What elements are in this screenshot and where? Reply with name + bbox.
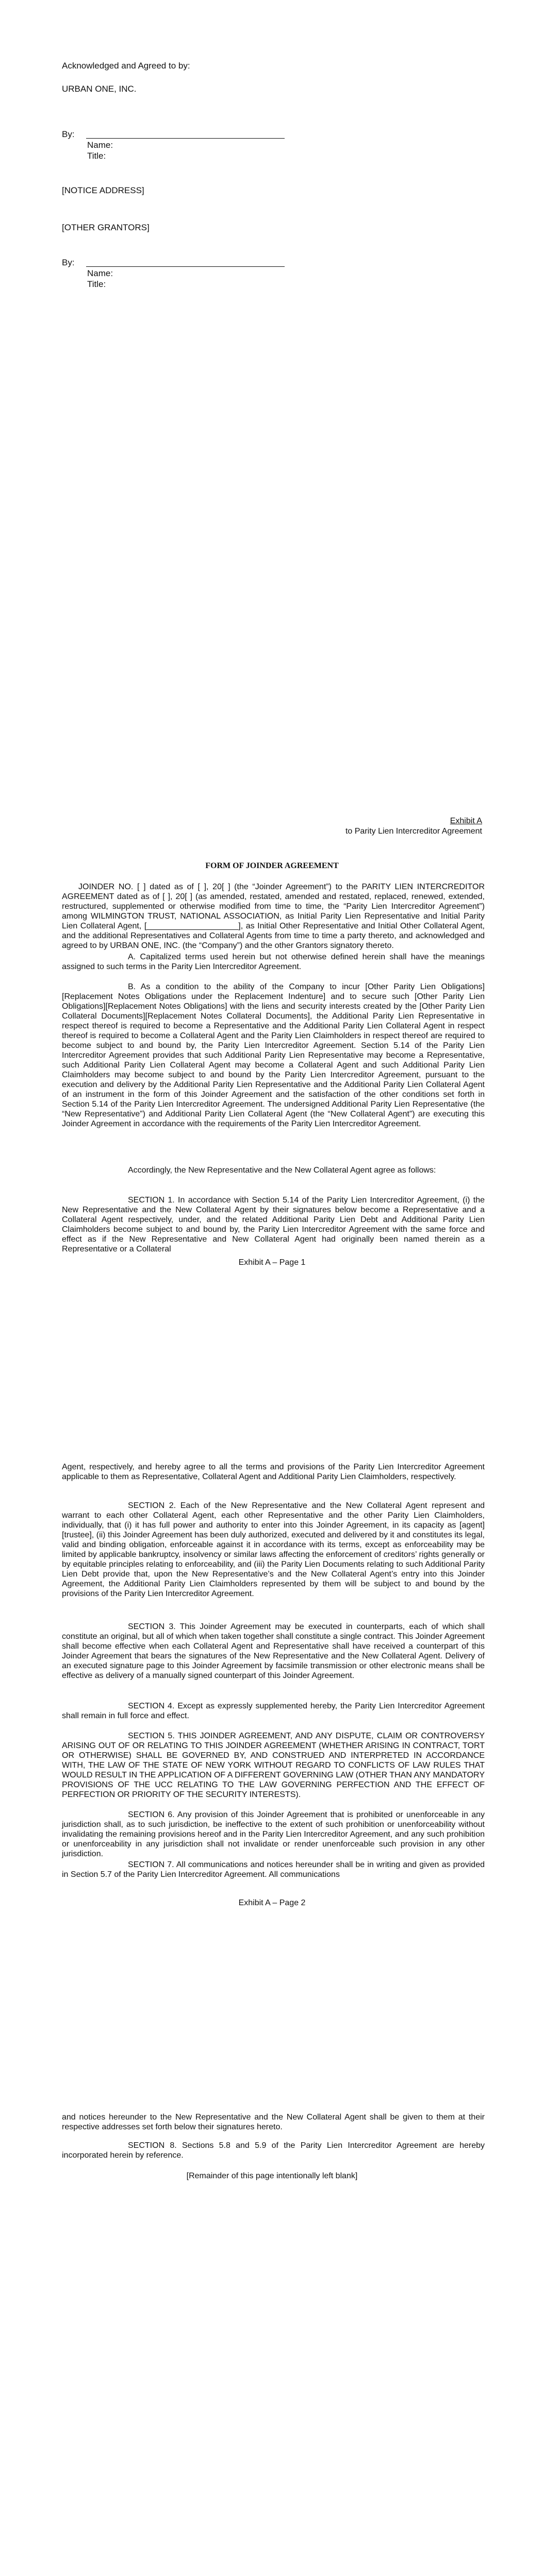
section-4: SECTION 4. Except as expressly supplemented hereby, the Parity Lien Intercreditor Agreement shall remain in full force and effect. bbox=[62, 1702, 485, 1720]
section-6: SECTION 6. Any provision of this Joinder Agreement that is prohibited or unenforceable in any jurisdiction shall, as to such jurisdiction, be ineffective to the extent of such prohibition or unenforceability without invalidating the remaining provisions hereof and in the Parity Lien Intercreditor Agreement, and any such prohibition or unenforceability in any jurisdiction shall not invalidate or render unenforceable such provision in any other jurisdiction. bbox=[62, 1810, 485, 1858]
exhibit-label: Exhibit A bbox=[450, 817, 482, 825]
signature-by-label-2: By: bbox=[62, 258, 75, 267]
exhibit-subtitle: to Parity Lien Intercreditor Agreement bbox=[345, 827, 482, 836]
signature-title-label-2: Title: bbox=[87, 279, 106, 289]
notice-address: [NOTICE ADDRESS] bbox=[62, 185, 144, 195]
signature-line-2 bbox=[86, 266, 285, 267]
signature-line-1 bbox=[86, 138, 285, 139]
page-footer-2: Exhibit A – Page 2 bbox=[238, 1899, 306, 1907]
page-footer-1: Exhibit A – Page 1 bbox=[238, 1258, 306, 1267]
section-8: SECTION 8. Sections 5.8 and 5.9 of the Parity Lien Intercreditor Agreement are hereby incorporated herein by reference. bbox=[62, 2141, 485, 2160]
signature-name-label-1: Name: bbox=[87, 140, 113, 150]
section-3: SECTION 3. This Joinder Agreement may be executed in counterparts, each of which shall constitute an original, but all of which when taken together shall constitute a single contract. This Joinder Agreement shall become effective when each Collateral Agent and Representative shall have received a counterpart of this Joinder Agreement that bears the signatures of the New Representative and the New Collateral Agent. Delivery of an executed signature page to this Joinder Agreement by facsimile transmission or other electronic means shall be effective as delivery of a manually signed counterpart of this Joinder Agreement. bbox=[62, 1622, 485, 1680]
section-5: SECTION 5. THIS JOINDER AGREEMENT, AND ANY DISPUTE, CLAIM OR CONTROVERSY ARISING OUT OF OR RELATING TO THIS JOINDER AGREEMENT (WHETHER ARISING IN CONTRACT, TORT OR OTHERWISE) SHALL BE GOVERNED BY, AND CONSTRUED AND INTERPRETED IN ACCORDANCE WITH, THE LAW OF THE STATE OF NEW YORK WITHOUT REGARD TO CONFLICTS OF LAW RULES THAT WOULD RESULT IN THE APPLICATION OF A DIFFERENT GOVERNING LAW (OTHER THAN ANY MANDATORY PROVISIONS OF THE UCC RELATING TO THE LAW GOVERNING PERFECTION AND THE EFFECT OF PERFECTION OR PRIORITY OF THE SECURITY INTERESTS). bbox=[62, 1732, 485, 1799]
section-1-continued: Agent, respectively, and hereby agree to all the terms and provisions of the Parity Lien Intercreditor Agreement applicable to them as Representative, Collateral Agent and Additional Parity Lien Claimholders, respectively. bbox=[62, 1463, 485, 1481]
other-grantors: [OTHER GRANTORS] bbox=[62, 223, 150, 232]
accordingly-paragraph: Accordingly, the New Representative and the New Collateral Agent agree as follows: bbox=[128, 1166, 436, 1175]
signature-name-label-2: Name: bbox=[87, 268, 113, 278]
recital-b: B. As a condition to the ability of the Company to incur [Other Parity Lien Obligations][Replacement Notes Obligations under the Replacement Indenture] and to secure such [Other Parity Lien Obligations][Replacement Notes Obligations] with the liens and security interests created by the [Other Parity Lien Collateral Documents][Replacement Notes Collateral Documents], the Additional Parity Lien Representative in respect thereof is required to become a Representative and the Additional Parity Lien Collateral Agent in respect thereof is required to become a Collateral Agent and the Parity Lien Claimholders in respect thereof are required to become subject to and bound by, the Parity Lien Intercreditor Agreement. Section 5.14 of the Parity Lien Intercreditor Agreement provides that such Additional Parity Lien Representative may become a Representative, such Additional Parity Lien Collateral Agent may become a Collateral Agent and such Additional Parity Lien Claimholders may become subject to and bound by the Parity Lien Intercreditor Agreement, pursuant to the execution and delivery by the Additional Parity Lien Representative and the Additional Parity Lien Collateral Agent of an instrument in the form of this Joinder Agreement and the satisfaction of the other conditions set forth in Section 5.14 of the Parity Lien Intercreditor Agreement. The undersigned Additional Parity Lien Representative (the “New Representative”) and Additional Parity Lien Collateral Agent (the “New Collateral Agent”) are executing this Joinder Agreement in accordance with the requirements of the Parity Lien Intercreditor Agreement. bbox=[62, 982, 485, 1128]
section-7: SECTION 7. All communications and notices hereunder shall be in writing and given as provided in Section 5.7 of the Parity Lien Intercreditor Agreement. All communications bbox=[62, 1860, 485, 1879]
section-2: SECTION 2. Each of the New Representative and the New Collateral Agent represent and warrant to each other Collateral Agent, each other Representative and the other Parity Lien Claimholders, individually, that (i) it has full power and authority to enter into this Joinder Agreement, in its capacity as [agent][trustee], (ii) this Joinder Agreement has been duly authorized, executed and delivered by it and constitutes its legal, valid and binding obligation, enforceable against it in accordance with its terms, except as enforceability may be limited by applicable bankruptcy, insolvency or similar laws affecting the enforcement of creditors’ rights generally or by equitable principles relating to enforceability, and (iii) the Parity Lien Documents relating to such Additional Parity Lien Debt provide that, upon the New Representative’s and the New Collateral Agent’s entry into this Joinder Agreement, the Additional Parity Lien Claimholders represented by them will be subject to and bound by the provisions of the Parity Lien Intercreditor Agreement. bbox=[62, 1501, 485, 1598]
company-name: URBAN ONE, INC. bbox=[62, 84, 137, 94]
signature-title-label-1: Title: bbox=[87, 151, 106, 161]
signature-by-label-1: By: bbox=[62, 129, 75, 139]
blank-page-note: [Remainder of this page intentionally left blank] bbox=[186, 2172, 358, 2180]
section-1: SECTION 1. In accordance with Section 5.14 of the Parity Lien Intercreditor Agreement, (i) the New Representative and the New Collateral Agent by their signatures below become a Representative and a Collateral Agent respectively, under, and the related Additional Parity Lien Debt and Additional Parity Lien Claimholders become subject to and bound by, the Parity Lien Intercreditor Agreement with the same force and effect as if the New Representative and New Collateral Agent had originally been named therein as a Representative or a Collateral bbox=[62, 1196, 485, 1253]
recital-a: A. Capitalized terms used herein but not otherwise defined herein shall have the meanings assigned to such terms in the Parity Lien Intercreditor Agreement. bbox=[62, 953, 485, 971]
section-7-continued: and notices hereunder to the New Representative and the New Collateral Agent shall be given to them at their respective addresses set forth below their signatures hereto. bbox=[62, 2113, 485, 2131]
acknowledged-line: Acknowledged and Agreed to by: bbox=[62, 61, 190, 71]
form-title: FORM OF JOINDER AGREEMENT bbox=[205, 861, 339, 870]
joinder-intro-paragraph: JOINDER NO. [ ] dated as of [ ], 20[ ] (the “Joinder Agreement”) to the PARITY LIEN INTERCREDITOR AGREEMENT dated as of [ ], 20[ ] (as amended, restated, amended and restated, replaced, renewed, extended, restructured, supplemented or otherwise modified from time to time, the “Parity Lien Intercreditor Agreement”) among WILMINGTON TRUST, NATIONAL ASSOCIATION, as Initial Parity Lien Representative and Initial Parity Lien Collateral Agent, [____________________], as Initial Other Representative and Initial Other Collateral Agent, and the additional Representatives and Collateral Agents from time to time a party thereto, and acknowledged and agreed to by URBAN ONE, INC. (the “Company”) and the other Grantors signatory thereto. bbox=[62, 883, 485, 950]
